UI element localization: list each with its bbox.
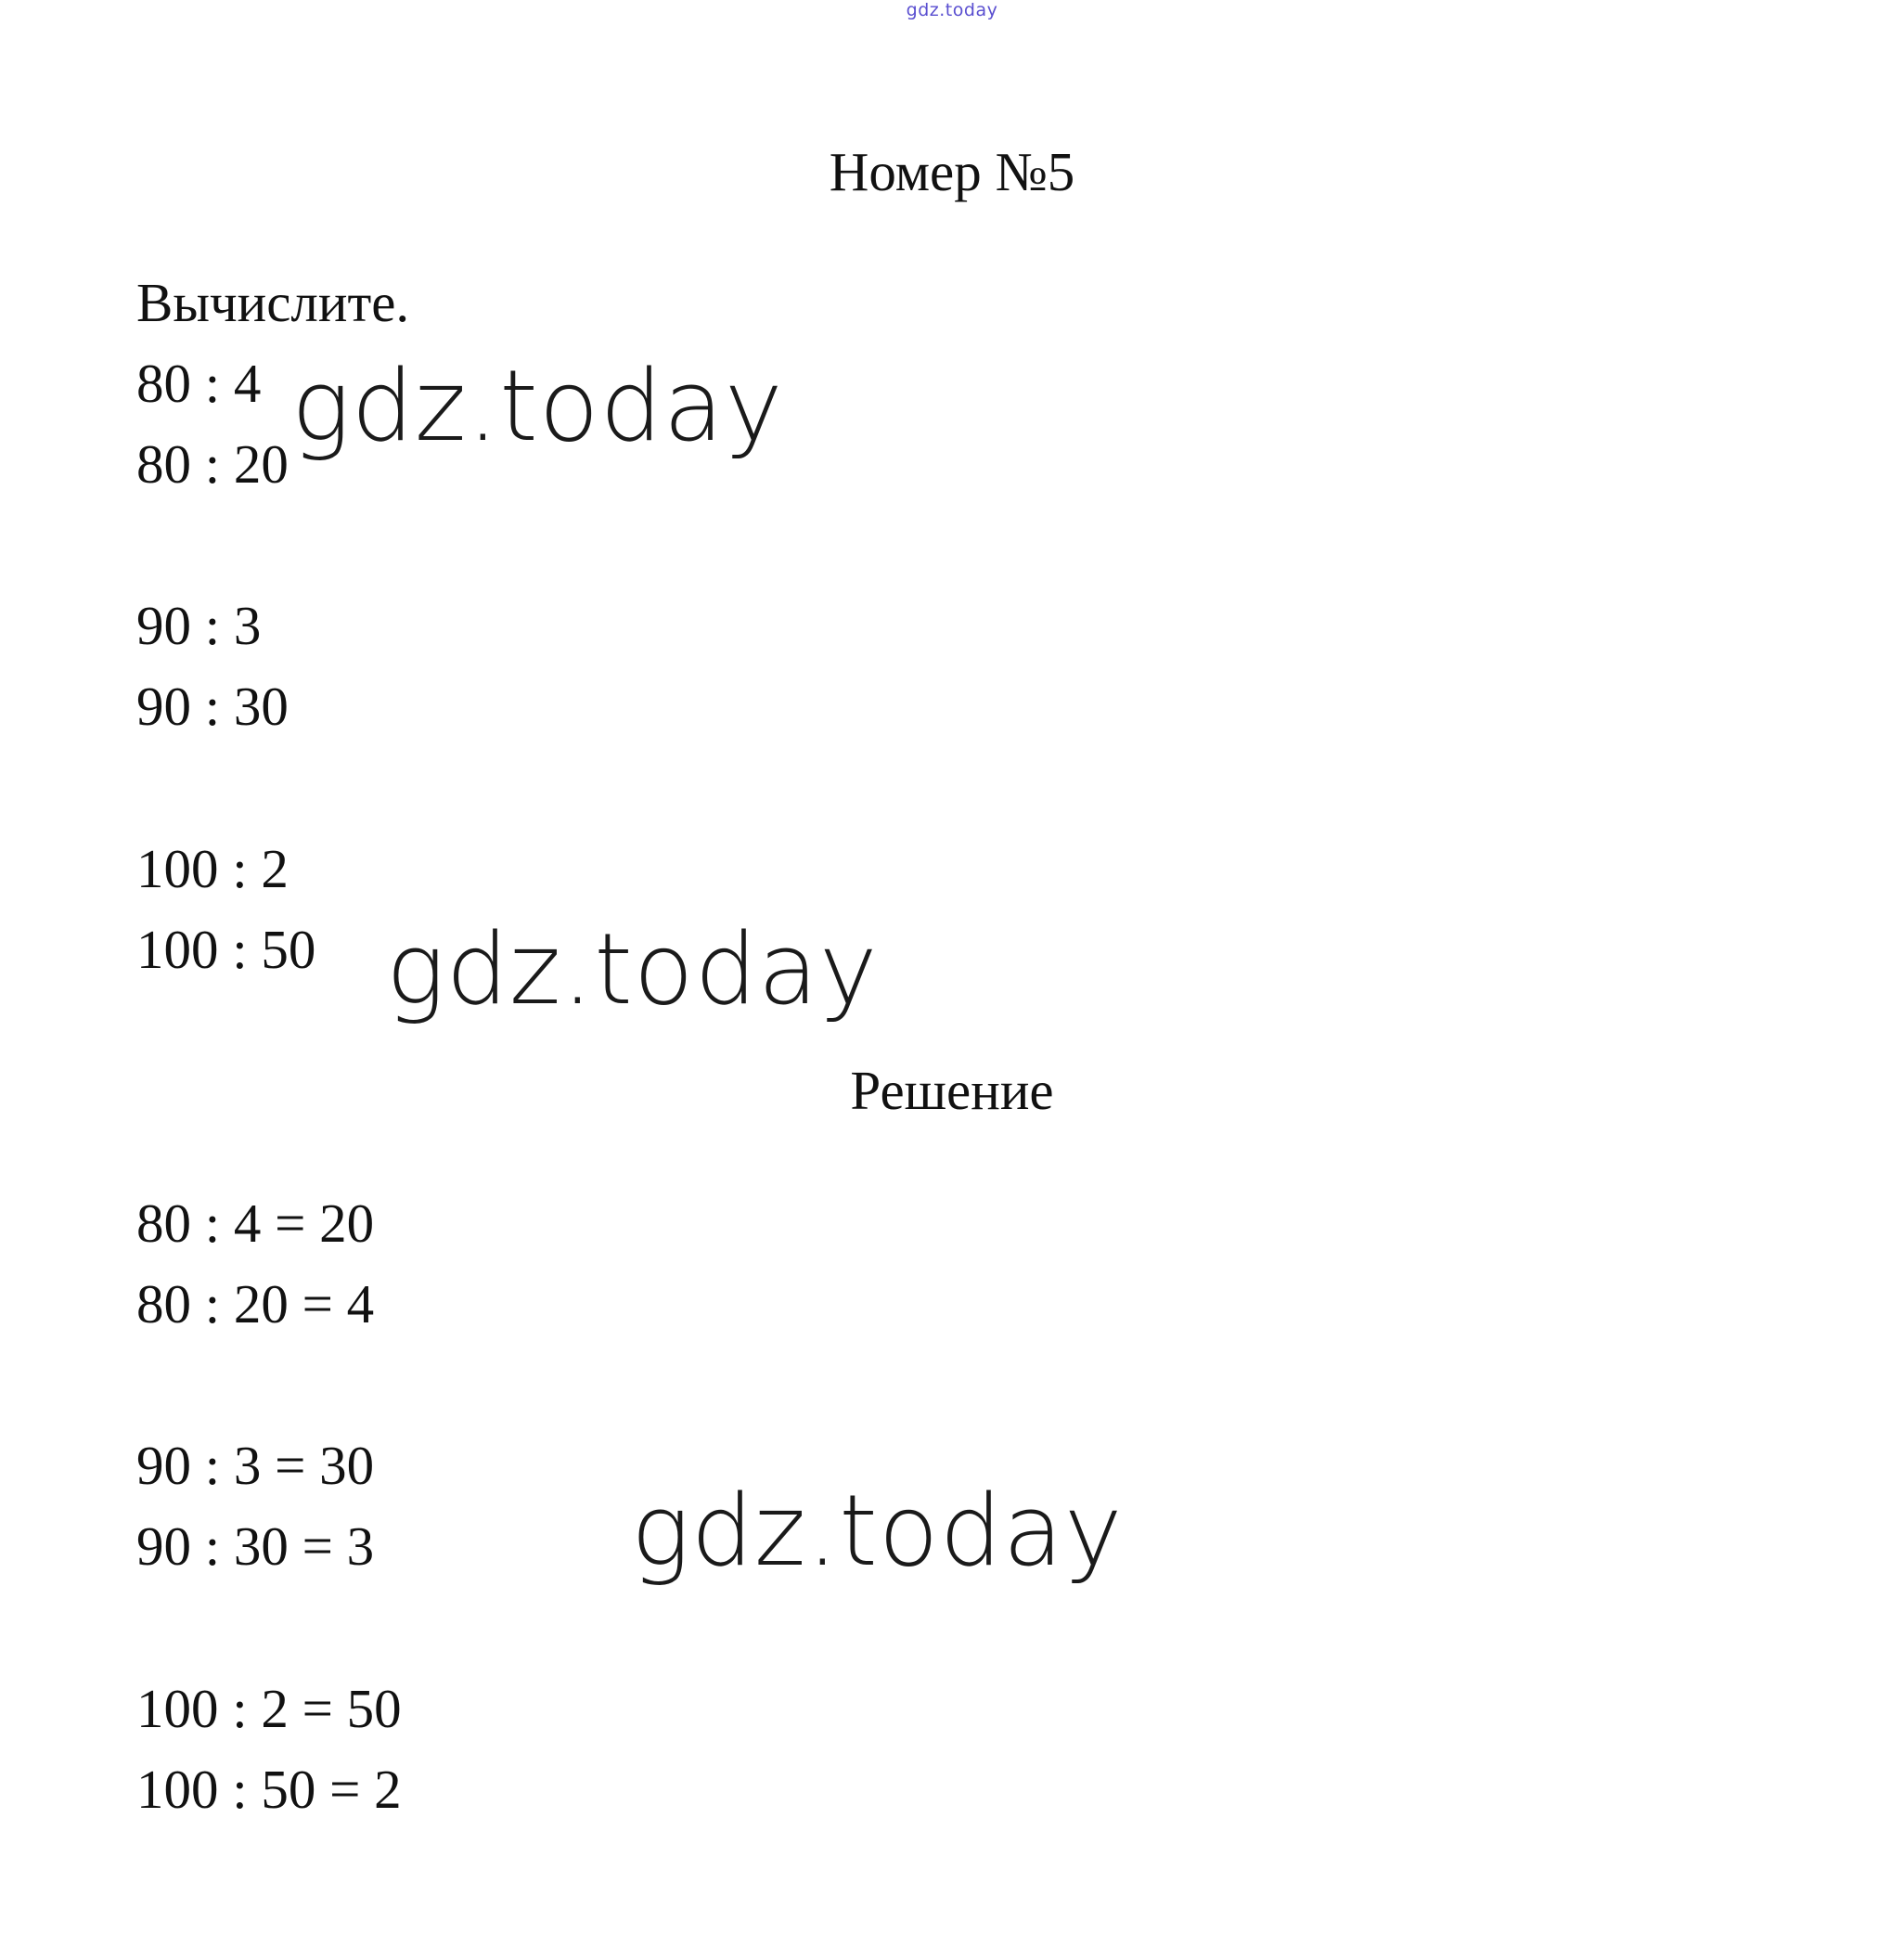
answer-6: 100 : 50 = 2 [136,1759,402,1820]
expression-5: 100 : 2 [136,838,289,899]
watermark-2: gdz.today [386,912,879,1026]
problem-title: Номер №5 [829,141,1075,202]
watermark-3: gdz.today [631,1474,1124,1588]
expression-3: 90 : 3 [136,595,262,656]
expression-1: 80 : 4 [136,353,262,414]
answer-5: 100 : 2 = 50 [136,1678,402,1739]
answer-1: 80 : 4 = 20 [136,1193,375,1254]
watermark-1: gdz.today [291,349,784,463]
expression-4: 90 : 30 [136,676,289,737]
expression-2: 80 : 20 [136,433,289,495]
instruction-text: Вычислите. [136,272,410,333]
solution-title: Решение [850,1060,1054,1121]
answer-4: 90 : 30 = 3 [136,1515,375,1577]
expression-6: 100 : 50 [136,919,316,980]
answer-2: 80 : 20 = 4 [136,1273,375,1335]
answer-3: 90 : 3 = 30 [136,1435,375,1496]
site-watermark-top: gdz.today [906,0,998,20]
